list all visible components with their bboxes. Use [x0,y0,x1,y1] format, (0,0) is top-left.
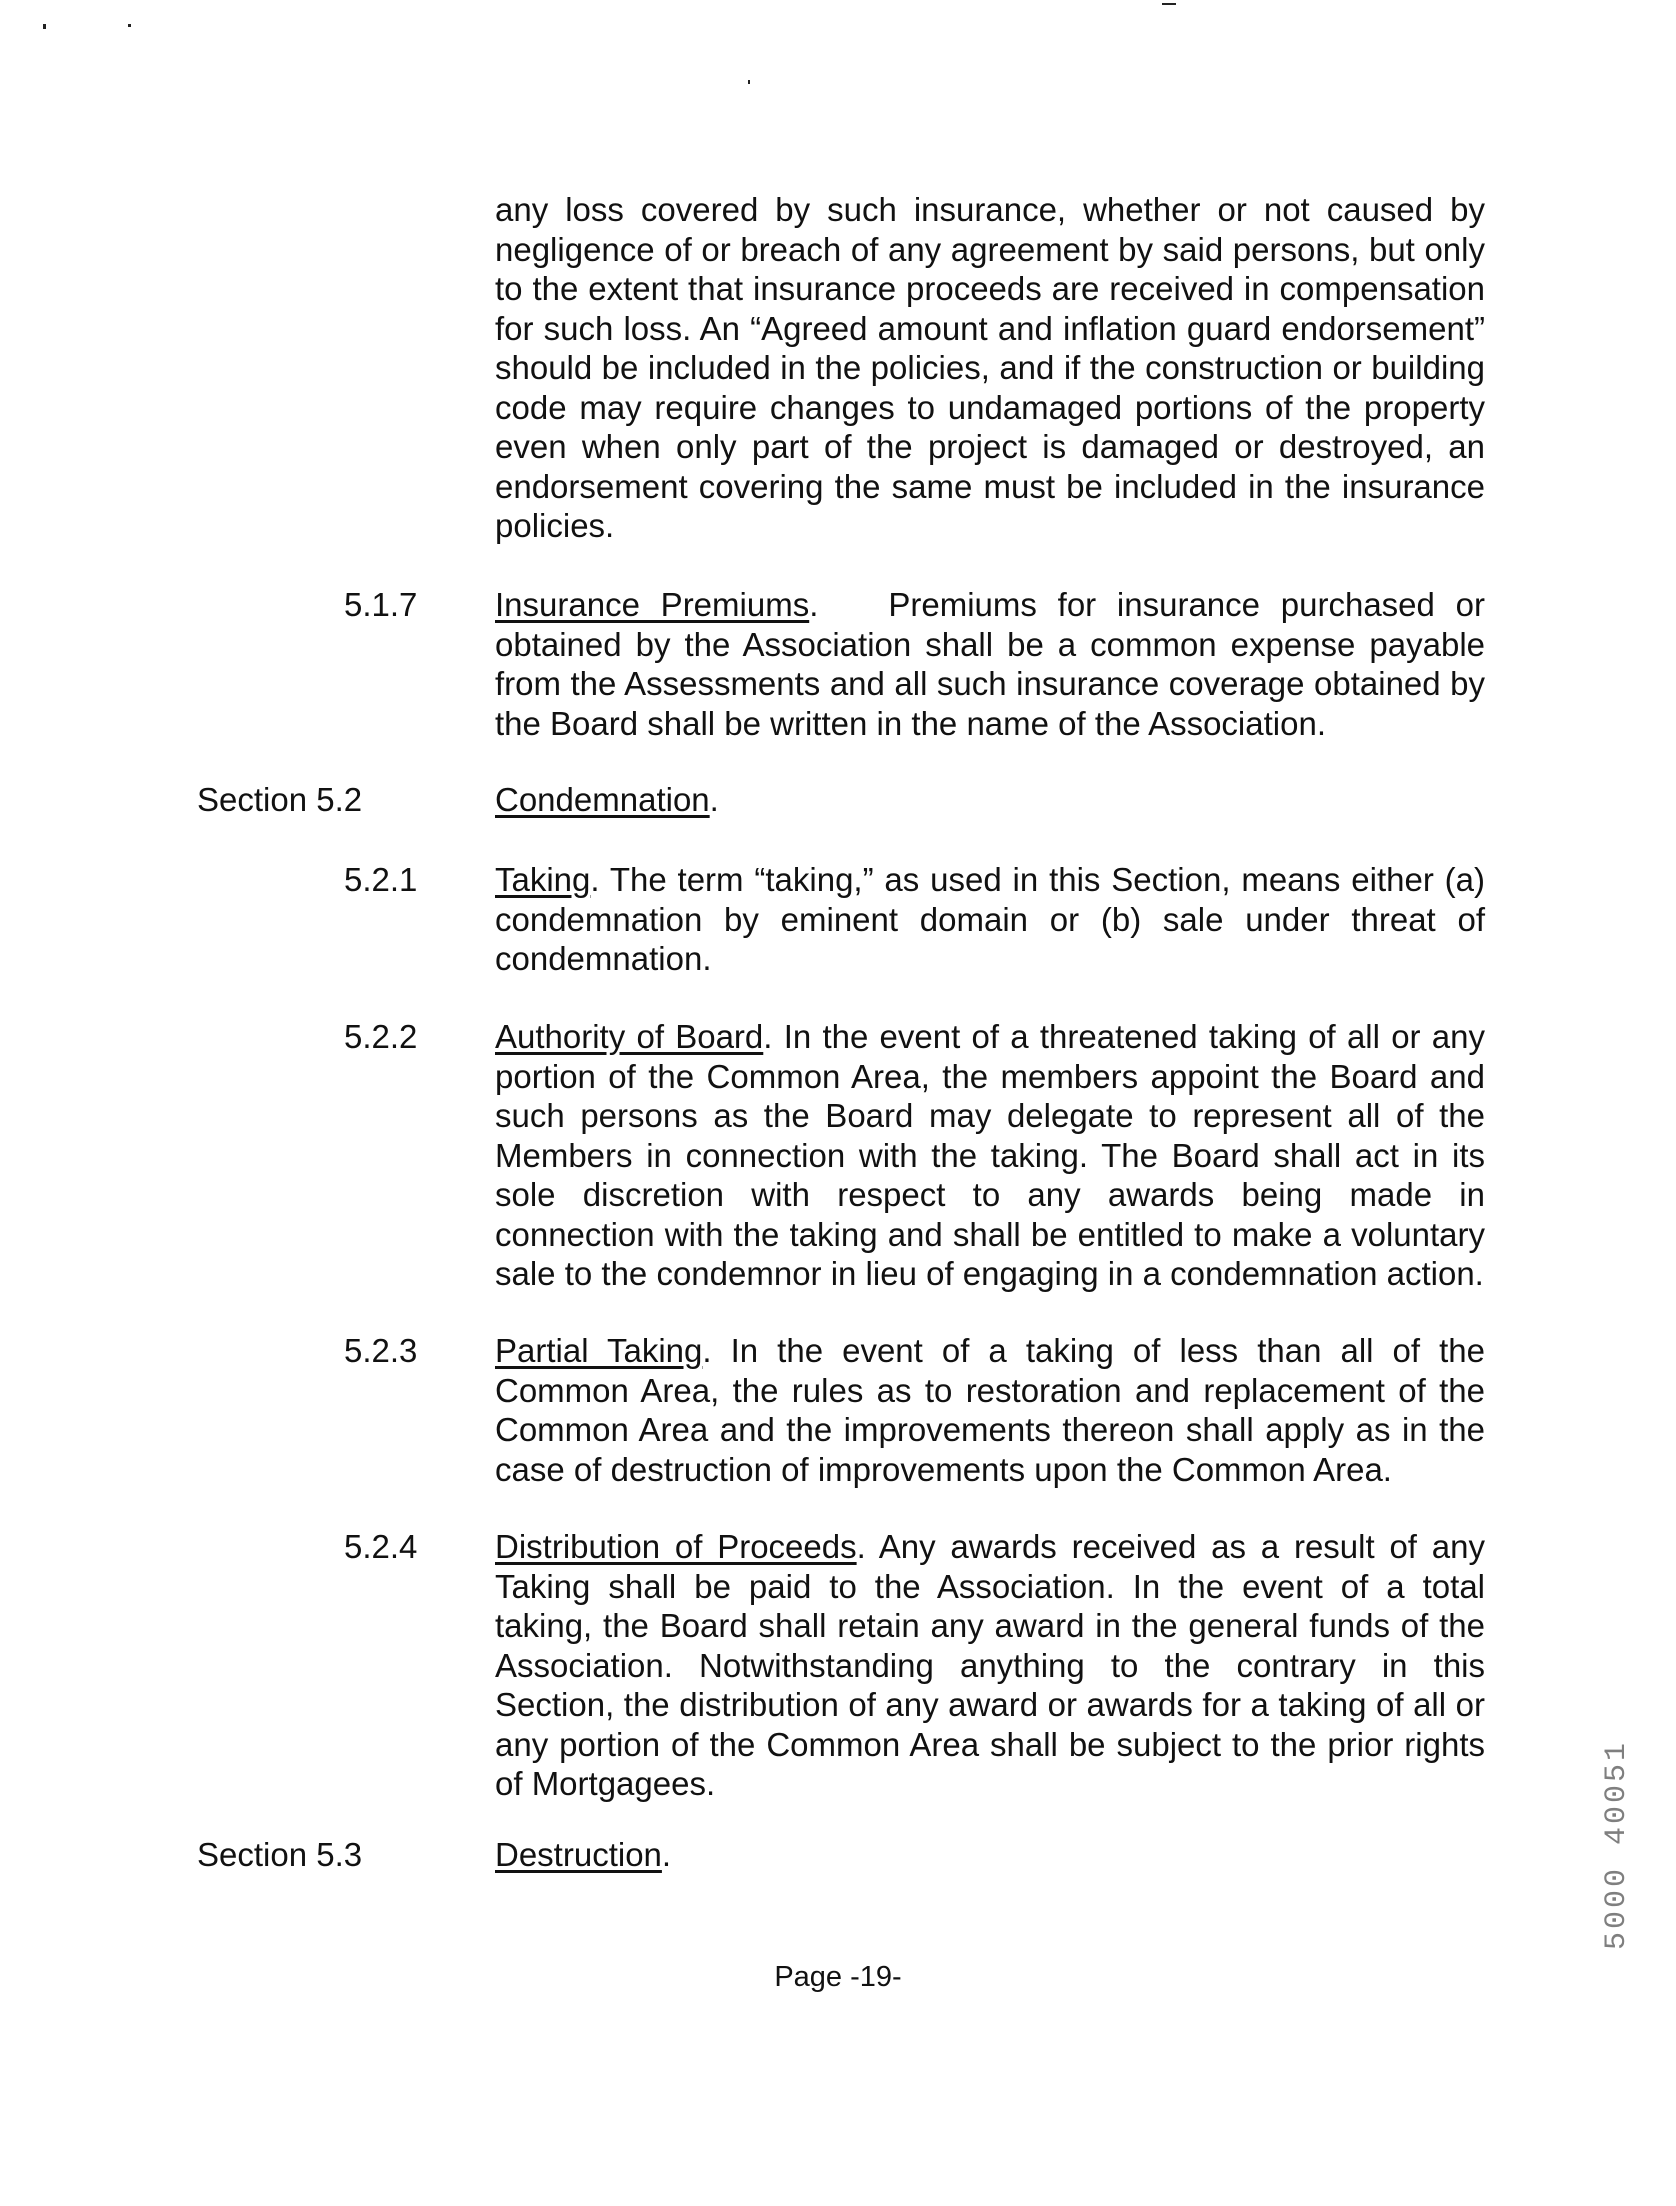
clause-text: The term “taking,” as used in this Section, means either (a) condemnation by eminent domain or (b) sale under threat of condemnation. [495,861,1485,977]
section-heading: Destruction. [495,1836,672,1873]
clause-number: 5.1.7 [344,586,418,623]
section-label: Section 5.2 [197,781,363,818]
clause-text: In the event of a taking of less than all of the Common Area, the rules as to restoration and replacement of the Common Area and the improvements thereon shall apply as in the case of destruction of improvements upon the Common Area. [495,1332,1485,1488]
clause-paragraph: Taking. The term “taking,” as used in this Section, means either (a) condemnation by eminent domain or (b) sale under threat of condemnation. [495,861,1485,977]
section-title: Destruction [495,1836,662,1873]
scan-speck [43,24,46,29]
recording-stamp: 5000 40051 [1600,1739,1634,1950]
section-title: Condemnation [495,781,710,818]
clause-number: 5.2.3 [344,1332,418,1369]
section-heading: Condemnation. [495,781,719,818]
page-number: Page -19- [774,1961,902,1993]
continuation-text: any loss covered by such insurance, whether or not caused by negligence of or breach of any agreement by said persons, but only to the extent that insurance proceeds are received in compensation for such loss. An “Agreed amount and inflation guard endorsement” should be included in the policies, and if the construction or building code may require changes to undamaged portions of the property even when only part of the project is damaged or destroyed, an endorsement covering the same must be included in the insurance policies. [495,191,1485,544]
scan-speck [1162,3,1176,5]
clause-number: 5.2.4 [344,1528,418,1565]
section-label: Section 5.3 [197,1836,363,1873]
scan-speck [128,24,131,27]
clause-heading: Insurance Premiums [495,586,810,623]
clause-heading: Partial Taking [495,1332,703,1369]
clause-paragraph: Insurance Premiums. Premiums for insurance purchased or obtained by the Association shall be a common expense payable from the Assessments and all such insurance coverage obtained by the Board shall be written in the name of the Association. [495,586,1485,742]
clause-heading: Distribution of Proceeds [495,1528,857,1565]
clause-number: 5.2.1 [344,861,418,898]
clause-paragraph: Distribution of Proceeds. Any awards received as a result of any Taking shall be paid to the Association. In the event of a total taking, the Board shall retain any award in the general funds of the Association. Notwithstanding anything to the contrary in this Section, the distribution of any award or awards for a taking of all or any portion of the Common Area shall be subject to the prior rights of Mortgagees. [495,1528,1485,1802]
clause-number: 5.2.2 [344,1018,418,1055]
clause-heading: Taking [495,861,591,898]
clause-paragraph: Authority of Board. In the event of a threatened taking of all or any portion of the Common Area, the members appoint the Board and such persons as the Board may delegate to represent all of the Members in connection with the taking. The Board shall act in its sole discretion with respect to any awards being made in connection with the taking and shall be entitled to make a voluntary sale to the condemnor in lieu of engaging in a condemnation action. [495,1018,1485,1292]
scan-speck [748,80,750,84]
clause-heading: Authority of Board [495,1018,764,1055]
continuation-paragraph [495,190,1485,546]
clause-text: In the event of a threatened taking of all or any portion of the Common Area, the members appoint the Board and such persons as the Board may delegate to represent all of the Members in connection with the taking. The Board shall act in its sole discretion with respect to any awards being made in connection with the taking and shall be entitled to make a voluntary sale to the condemnor in lieu of engaging in a condemnation action. [495,1018,1485,1292]
clause-text: Premiums for insurance purchased or obtained by the Association shall be a common expense payable from the Assessments and all such insurance coverage obtained by the Board shall be written in the name of the Association. [495,586,1485,742]
clause-text: Any awards received as a result of any Taking shall be paid to the Association. In the event of a total taking, the Board shall retain any award in the general funds of the Association. Notwithstanding anything to the contrary in this Section, the distribution of any award or awards for a taking of all or any portion of the Common Area shall be subject to the prior rights of Mortgagees. [495,1528,1485,1802]
clause-paragraph: Partial Taking. In the event of a taking of less than all of the Common Area, the rules as to restoration and replacement of the Common Area and the improvements thereon shall apply as in the case of destruction of improvements upon the Common Area. [495,1332,1485,1488]
